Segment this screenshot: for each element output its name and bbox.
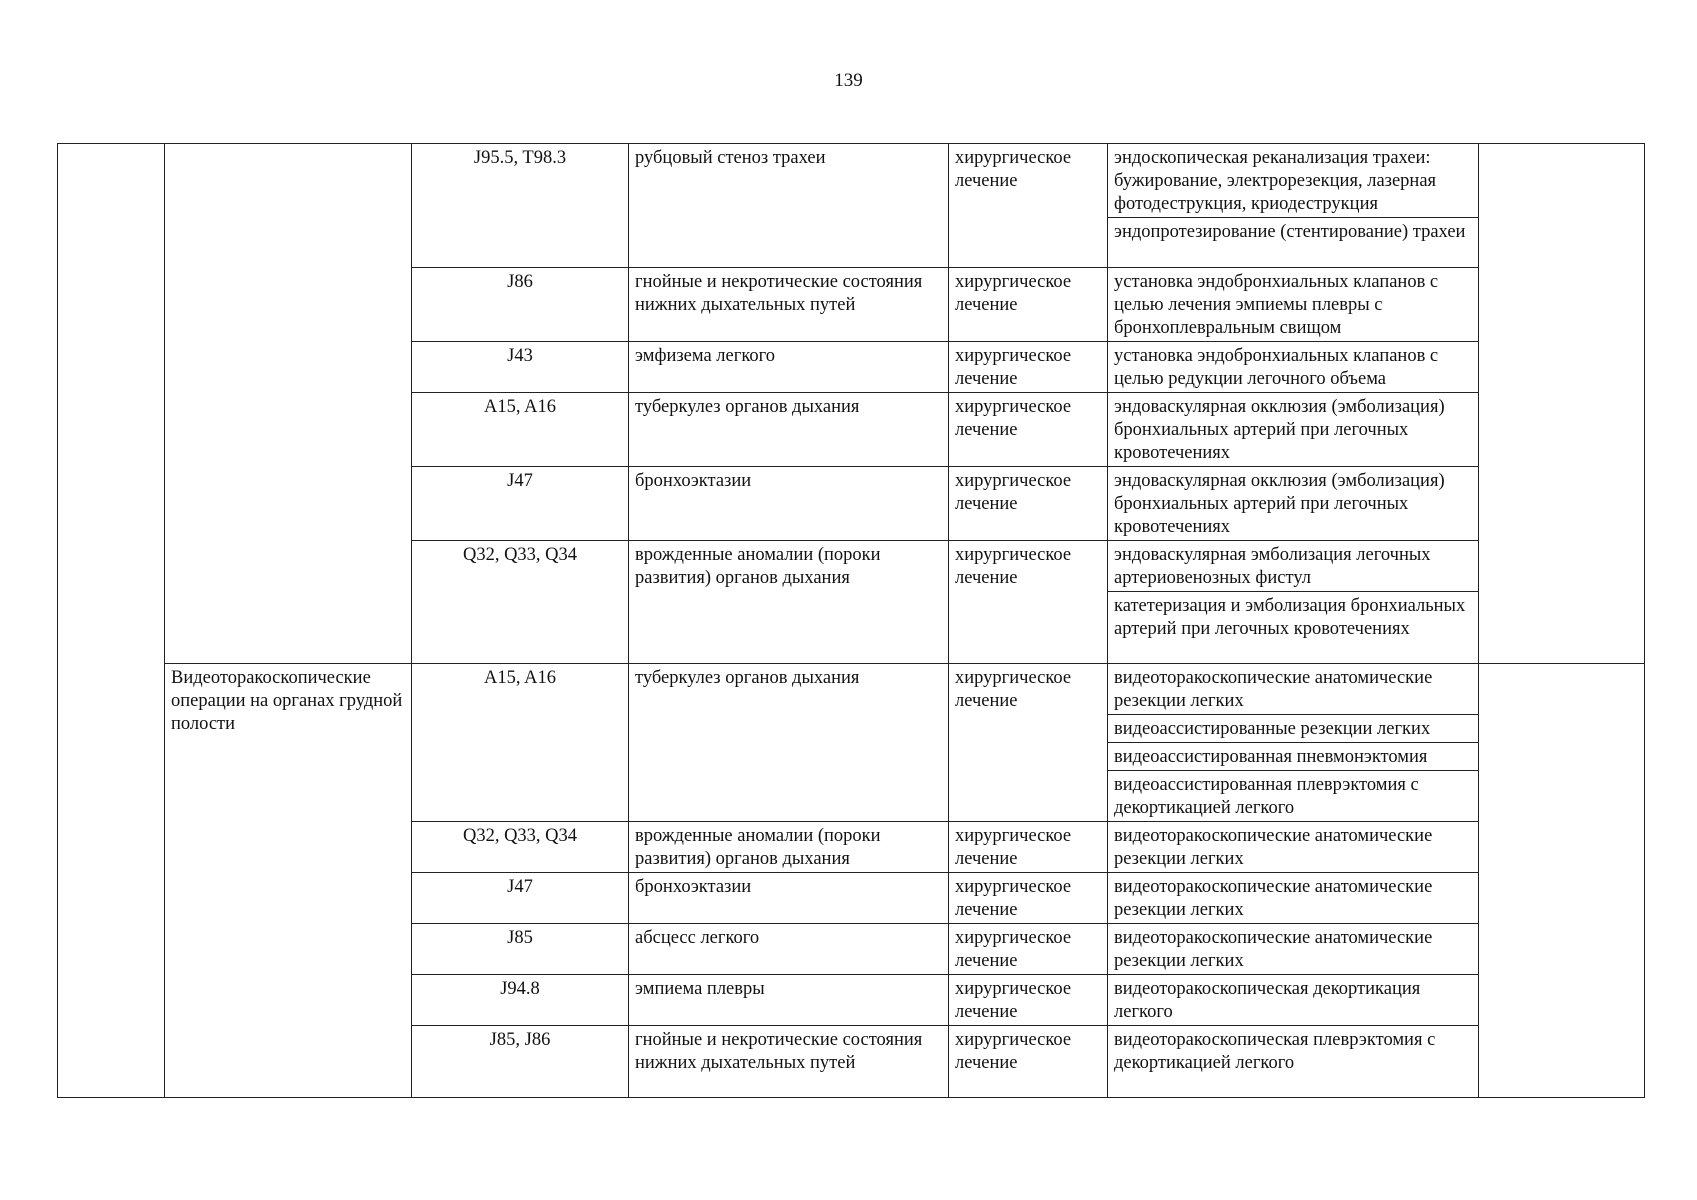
treatment-cell: хирургическое лечение: [949, 144, 1108, 268]
method-cell: видеоторакоскопические анатомические резекции легких: [1108, 822, 1479, 873]
method-cell: эндопротезирование (стентирование) трахеи: [1108, 218, 1479, 268]
procedures-table: [57, 143, 1645, 1098]
treatment-cell: хирургическое лечение: [949, 664, 1108, 822]
icd-code-cell: Q32, Q33, Q34: [412, 541, 629, 664]
diagnosis-cell: гнойные и некротические состояния нижних дыхательных путей: [629, 268, 949, 342]
icd-code-cell: J94.8: [412, 975, 629, 1026]
diagnosis-cell: бронхоэктазии: [629, 467, 949, 541]
number-cell: [58, 144, 165, 1098]
icd-code-cell: Q32, Q33, Q34: [412, 822, 629, 873]
diagnosis-cell: бронхоэктазии: [629, 873, 949, 924]
method-cell: установка эндобронхиальных клапанов с целью редукции легочного объема: [1108, 342, 1479, 393]
method-cell: катетеризация и эмболизация бронхиальных артерий при легочных кровотечениях: [1108, 592, 1479, 664]
method-cell: видеоторакоскопическая плеврэктомия с декортикацией легкого: [1108, 1026, 1479, 1098]
diagnosis-cell: абсцесс легкого: [629, 924, 949, 975]
norm-cell: [1479, 664, 1645, 1098]
treatment-cell: хирургическое лечение: [949, 924, 1108, 975]
diagnosis-cell: врожденные аномалии (пороки развития) органов дыхания: [629, 822, 949, 873]
icd-code-cell: J86: [412, 268, 629, 342]
treatment-cell: хирургическое лечение: [949, 541, 1108, 664]
method-cell: видеоторакоскопические анатомические резекции легких: [1108, 664, 1479, 715]
icd-code-cell: J47: [412, 873, 629, 924]
table-row: [58, 144, 1645, 218]
norm-cell: [1479, 144, 1645, 664]
treatment-cell: хирургическое лечение: [949, 975, 1108, 1026]
table-body: [58, 144, 1645, 1098]
icd-code-cell: J95.5, T98.3: [412, 144, 629, 268]
method-cell: эндоваскулярная окклюзия (эмболизация) бронхиальных артерий при легочных кровотечениях: [1108, 393, 1479, 467]
diagnosis-cell: эмпиема плевры: [629, 975, 949, 1026]
icd-code-cell: J47: [412, 467, 629, 541]
method-cell: эндоваскулярная эмболизация легочных артериовенозных фистул: [1108, 541, 1479, 592]
page-number: 139: [834, 70, 863, 91]
treatment-cell: хирургическое лечение: [949, 467, 1108, 541]
diagnosis-cell: эмфизема легкого: [629, 342, 949, 393]
treatment-cell: хирургическое лечение: [949, 873, 1108, 924]
method-cell: видеоассистированные резекции легких: [1108, 715, 1479, 743]
diagnosis-cell: рубцовый стеноз трахеи: [629, 144, 949, 268]
section-name-cell: [165, 144, 412, 664]
section-name-cell: Видеоторакоскопические операции на органах грудной полости: [165, 664, 412, 1098]
treatment-cell: хирургическое лечение: [949, 342, 1108, 393]
icd-code-cell: A15, A16: [412, 664, 629, 822]
method-cell: видеоторакоскопическая декортикация легкого: [1108, 975, 1479, 1026]
table-row: [58, 664, 1645, 715]
treatment-cell: хирургическое лечение: [949, 822, 1108, 873]
diagnosis-cell: гнойные и некротические состояния нижних дыхательных путей: [629, 1026, 949, 1098]
method-cell: видеоторакоскопические анатомические резекции легких: [1108, 873, 1479, 924]
treatment-cell: хирургическое лечение: [949, 268, 1108, 342]
icd-code-cell: J43: [412, 342, 629, 393]
treatment-cell: хирургическое лечение: [949, 1026, 1108, 1098]
method-cell: эндоскопическая реканализация трахеи: бужирование, электрорезекция, лазерная фотодеструкция, криодеструкция: [1108, 144, 1479, 218]
diagnosis-cell: врожденные аномалии (пороки развития) органов дыхания: [629, 541, 949, 664]
method-cell: видеоассистированная пневмонэктомия: [1108, 743, 1479, 771]
method-cell: видеоассистированная плеврэктомия с декортикацией легкого: [1108, 771, 1479, 822]
icd-code-cell: J85: [412, 924, 629, 975]
diagnosis-cell: туберкулез органов дыхания: [629, 664, 949, 822]
diagnosis-cell: туберкулез органов дыхания: [629, 393, 949, 467]
icd-code-cell: A15, A16: [412, 393, 629, 467]
treatment-cell: хирургическое лечение: [949, 393, 1108, 467]
method-cell: установка эндобронхиальных клапанов с целью лечения эмпиемы плевры с бронхоплевральным свищом: [1108, 268, 1479, 342]
method-cell: эндоваскулярная окклюзия (эмболизация) бронхиальных артерий при легочных кровотечениях: [1108, 467, 1479, 541]
icd-code-cell: J85, J86: [412, 1026, 629, 1098]
method-cell: видеоторакоскопические анатомические резекции легких: [1108, 924, 1479, 975]
